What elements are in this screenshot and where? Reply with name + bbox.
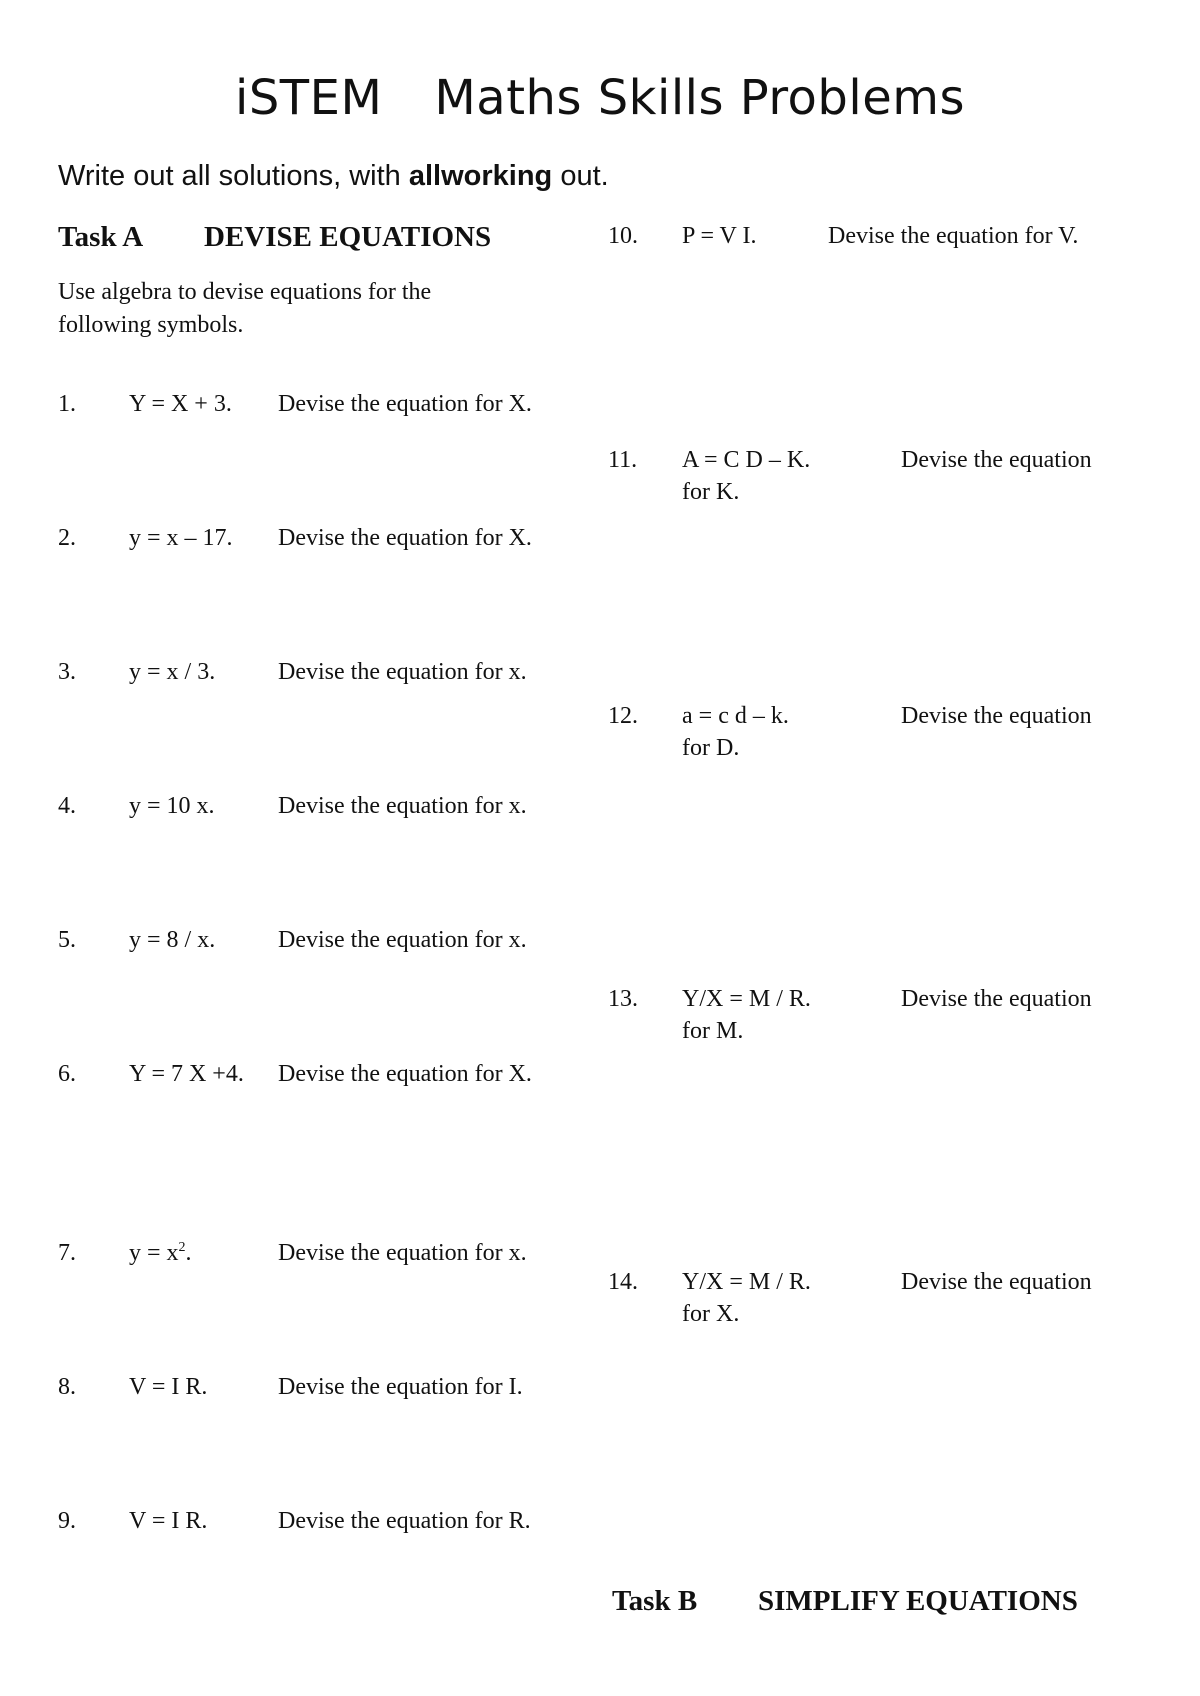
problem-equation: Y/X = M / R.	[682, 1269, 811, 1295]
equation-exponent: 2	[178, 1240, 186, 1255]
problem-instruction: Devise the equation for V.	[828, 223, 1079, 249]
problem-instruction-cont: for M.	[682, 1018, 744, 1044]
problem-instruction-cont: for K.	[682, 479, 740, 505]
problem-number: 14.	[608, 1269, 638, 1295]
task-a-title: DEVISE EQUATIONS	[204, 221, 492, 253]
task-b-heading	[612, 1584, 1078, 1618]
problem-equation: A = C D – K.	[682, 447, 811, 473]
task-a-label: Task A	[58, 221, 144, 253]
problem-number: 2.	[58, 525, 76, 551]
problem-number: 11.	[608, 447, 638, 473]
problem-equation: y = 10 x.	[129, 793, 215, 819]
problem-number: 12.	[608, 703, 638, 729]
title-left: iSTEM	[235, 70, 383, 126]
problem-equation: y = 8 / x.	[129, 927, 216, 953]
title-right: Maths Skills Problems	[434, 70, 965, 126]
intro-line-1: Use algebra to devise equations for the	[58, 279, 432, 305]
problem-equation: V = I R.	[129, 1374, 208, 1400]
problem-instruction: Devise the equation	[901, 447, 1092, 473]
problem-instruction: Devise the equation	[901, 703, 1092, 729]
problem-equation: Y/X = M / R.	[682, 986, 811, 1012]
problem-equation: a = c d – k.	[682, 703, 789, 729]
instructions	[58, 158, 609, 194]
problem-instruction: Devise the equation for x.	[278, 927, 527, 953]
problem-number: 5.	[58, 927, 76, 953]
instructions-after: out.	[552, 160, 609, 192]
problem-equation: y = x – 17.	[129, 525, 233, 551]
problem-number: 4.	[58, 793, 76, 819]
instructions-bold: allworking	[408, 160, 553, 192]
problem-equation	[129, 1237, 192, 1269]
problem-number: 10.	[608, 223, 638, 249]
problem-number: 6.	[58, 1061, 76, 1087]
problem-instruction: Devise the equation for I.	[278, 1374, 523, 1400]
problem-equation: V = I R.	[129, 1508, 208, 1534]
problem-instruction-cont: for X.	[682, 1301, 740, 1327]
task-b-label: Task B	[612, 1585, 698, 1617]
problem-instruction: Devise the equation	[901, 986, 1092, 1012]
problem-instruction-cont: for D.	[682, 735, 740, 761]
problem-number: 8.	[58, 1374, 76, 1400]
problem-equation: P = V I.	[682, 223, 757, 249]
problem-instruction: Devise the equation for x.	[278, 793, 527, 819]
equation-base: y = x	[129, 1240, 179, 1266]
problem-number: 1.	[58, 391, 76, 417]
task-a-intro	[58, 276, 558, 342]
equation-end: .	[185, 1240, 192, 1266]
task-b-title: SIMPLIFY EQUATIONS	[758, 1585, 1078, 1617]
problem-instruction: Devise the equation for X.	[278, 1061, 532, 1087]
instructions-before: Write out all solutions, with	[58, 160, 409, 192]
problem-instruction: Devise the equation for X.	[278, 391, 532, 417]
problem-number: 3.	[58, 659, 76, 685]
intro-line-2: following symbols.	[58, 312, 244, 338]
problem-instruction: Devise the equation	[901, 1269, 1092, 1295]
problem-equation: y = x / 3.	[129, 659, 216, 685]
problem-instruction: Devise the equation for x.	[278, 1240, 527, 1266]
problem-number: 13.	[608, 986, 638, 1012]
problem-instruction: Devise the equation for x.	[278, 659, 527, 685]
problem-number: 7.	[58, 1240, 76, 1266]
page-title	[0, 68, 1200, 128]
problem-equation: Y = 7 X +4.	[129, 1061, 244, 1087]
problem-instruction: Devise the equation for R.	[278, 1508, 531, 1534]
problem-number: 9.	[58, 1508, 76, 1534]
problem-equation: Y = X + 3.	[129, 391, 232, 417]
task-a-heading	[58, 220, 491, 254]
problem-instruction: Devise the equation for X.	[278, 525, 532, 551]
